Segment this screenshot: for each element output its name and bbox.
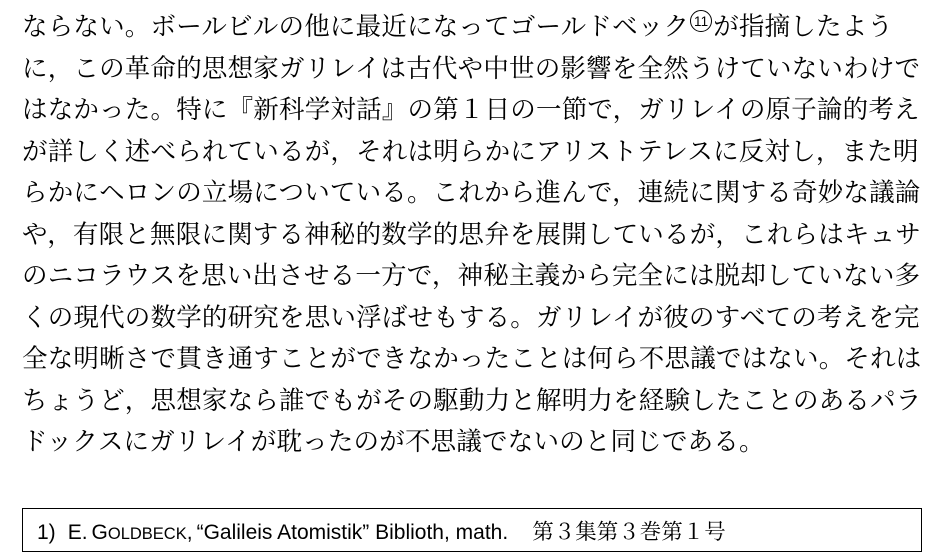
text-line (22, 6, 918, 48)
text-line: くの現代の数学的研究を思い浮ばせもする。ガリレイが彼のすべての考えを完 (22, 302, 920, 332)
text-line: らかにヘロンの立場についている。これから進んで，連続に関する奇妙な議論 (22, 178, 921, 207)
paragraph (22, 6, 922, 463)
line-text: ならない。ボールビルの他に最近になってゴールドベック (22, 12, 690, 41)
text-line: や，有限と無限に関する神秘的数学的思弁を展開しているが，これらはキュサ (22, 219, 921, 249)
body-text (22, 6, 922, 463)
text-line: ドックスにガリレイが耽ったのが不思議でないのと同じである。 (22, 427, 765, 456)
text-line: に，この革命的思想家ガリレイは古代や中世の影響を全然うけていないわけで (22, 53, 921, 83)
text-line: ちょうど，思想家なら誰でもがその駆動力と解明力を経験したことのあるパラ (22, 385, 922, 415)
author-name-rest: OLDBECK (107, 524, 187, 543)
footnote-title: “Galileis Atomistik” Biblioth, math. (196, 520, 509, 544)
text-line: が詳しく述べられているが，それは明らかにアリストテレスに反対し，また明 (22, 136, 919, 166)
footnote-reference-marker[interactable]: 11 (690, 10, 712, 32)
text-line: のニコラウスを思い出させる一方で，神秘主義から完全には脱却していない多 (22, 261, 921, 290)
footnote-entry (37, 515, 726, 546)
footnote-author-initials: E. (67, 520, 88, 544)
line-text-tail: が指摘したよう (713, 12, 894, 41)
author-initial-letter: G (91, 520, 108, 544)
text-line: はなかった。特に『新科学対話』の第１日の一節で，ガリレイの原子論的考え (22, 95, 920, 124)
footnote-number: 1) (37, 520, 56, 544)
footnote-japanese-reference: 第３集第３巻第１号 (532, 519, 726, 544)
text-line: 全な明晰さで貫き通すことができなかったことは何ら不思議ではない。それは (22, 344, 922, 373)
footnote-box (22, 508, 922, 552)
footnote-author-name: GOLDBECK, (91, 520, 193, 544)
